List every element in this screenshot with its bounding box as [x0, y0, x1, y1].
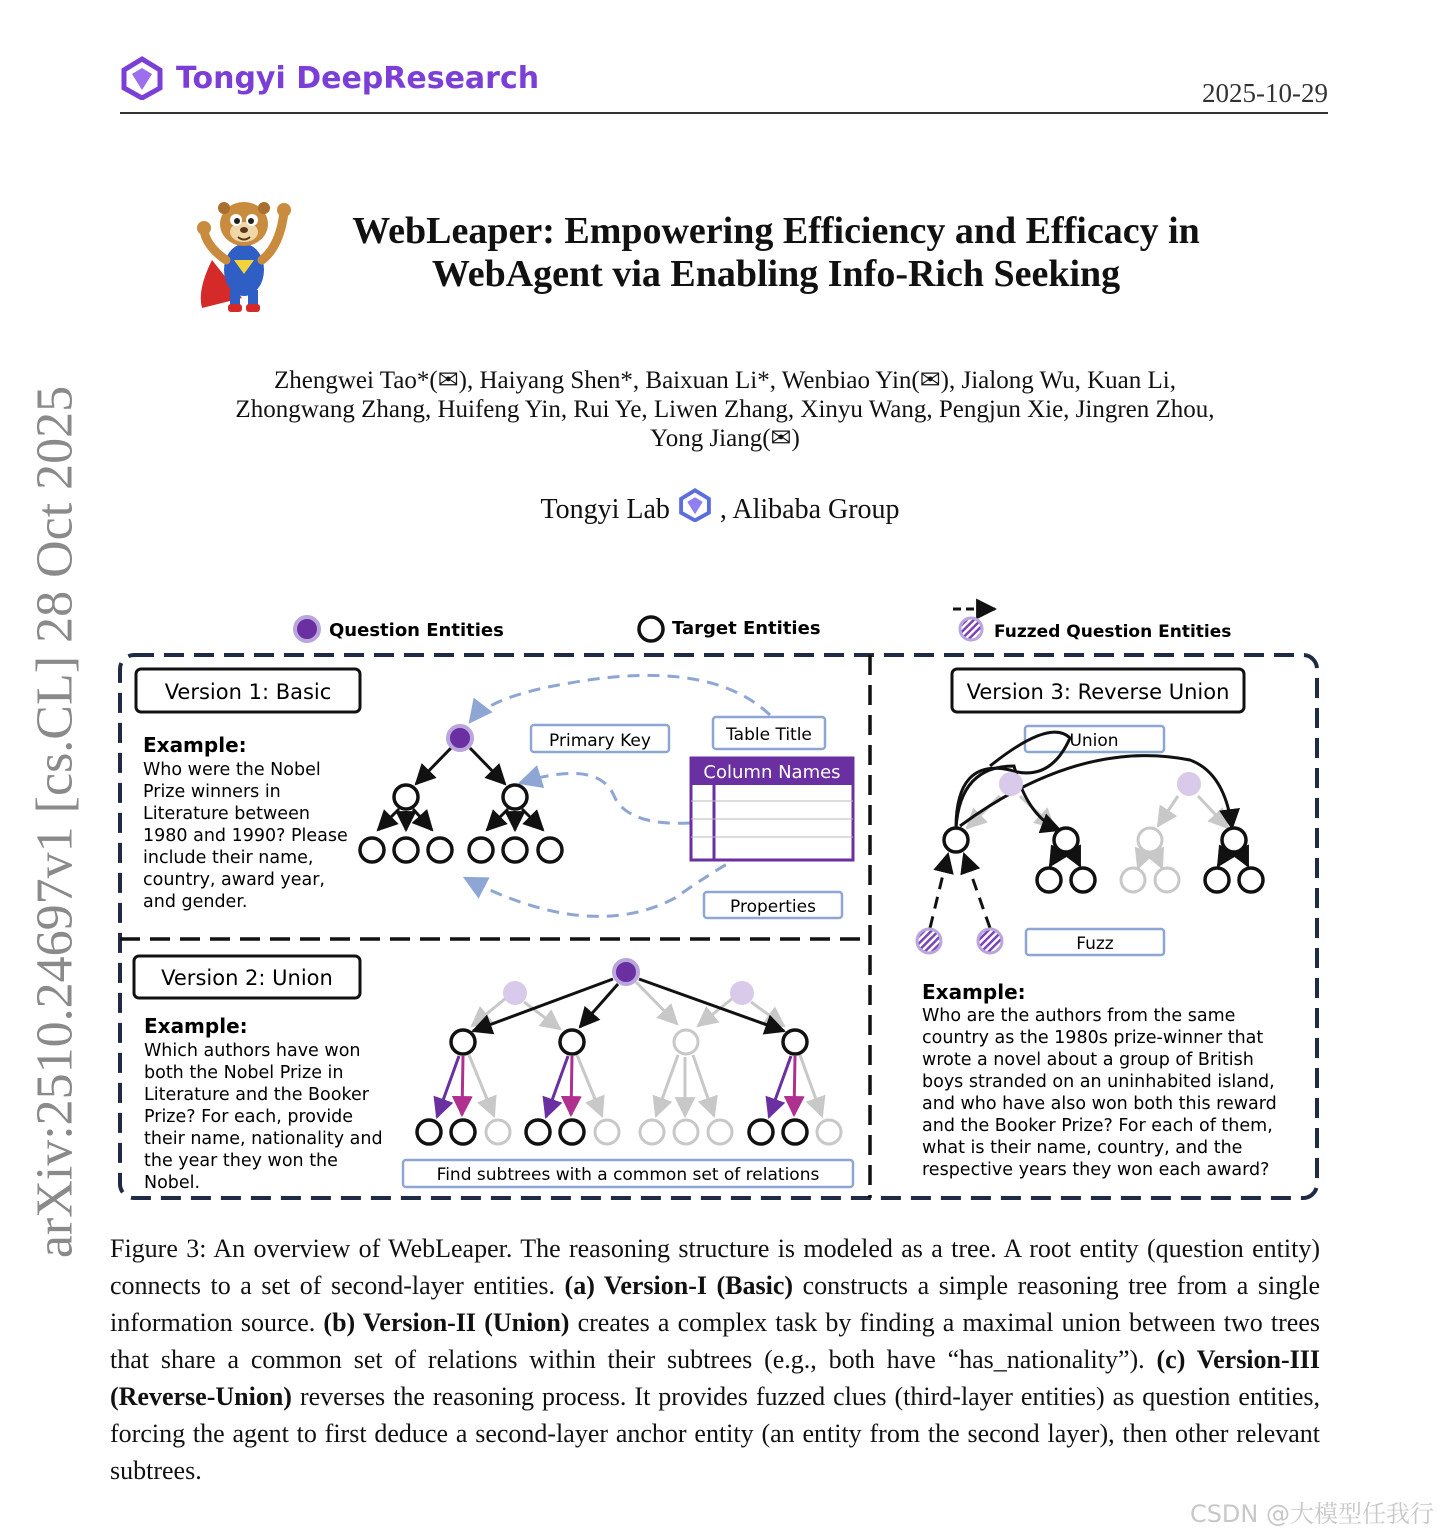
- v2-line-4: their name, nationality and: [144, 1129, 383, 1149]
- legend-fuzzed-label: Fuzzed Question Entities: [994, 622, 1232, 642]
- tongyi-small-logo-icon: [677, 488, 713, 522]
- v3-line-0: Who are the authors from the same: [922, 1006, 1236, 1026]
- caption-b-label: (b) Version-II (Union): [323, 1308, 570, 1337]
- tongyi-logo-icon: [120, 56, 164, 100]
- legend-question-label: Question Entities: [329, 620, 504, 641]
- v1-root-node: [448, 726, 472, 750]
- legend-question-icon: [295, 617, 319, 641]
- v3-title: Version 3: Reverse Union: [966, 680, 1230, 704]
- v2-subtrees-label: Find subtrees with a common set of relations: [436, 1165, 820, 1185]
- authors: [150, 366, 1300, 453]
- affil-group: , Alibaba Group: [719, 494, 900, 525]
- v1-column-names: Column Names: [703, 762, 841, 783]
- affiliation: [420, 488, 1020, 526]
- v1-line-4: include their name,: [143, 848, 314, 868]
- authors-line-2: Zhongwang Zhang, Huifeng Yin, Rui Ye, Liwen Zhang, Xinyu Wang, Pengjun Xie, Jingren Zhou,: [235, 396, 1215, 423]
- watermark: CSDN @大模型任我行: [1189, 1500, 1434, 1528]
- title-line-1: WebLeaper: Empowering Efficiency and Efficacy in: [352, 210, 1200, 252]
- v2-line-5: the year they won the: [144, 1151, 338, 1171]
- legend: [295, 609, 1231, 642]
- v1-table-title: Table Title: [726, 725, 812, 745]
- version-2-panel: [134, 956, 853, 1193]
- arxiv-id: arXiv:2510.24697v1 [cs.CL] 28 Oct 2025: [26, 385, 84, 1259]
- v1-properties: Properties: [730, 897, 816, 917]
- v1-example-label: Example:: [143, 733, 247, 757]
- authors-line-1: Zhengwei Tao*(✉), Haiyang Shen*, Baixuan Li*, Wenbiao Yin(✉), Jialong Wu, Kuan Li,: [273, 367, 1176, 394]
- v3-example-label: Example:: [922, 980, 1026, 1004]
- v3-line-5: and the Booker Prize? For each of them,: [922, 1116, 1273, 1136]
- paper-title: [326, 210, 1226, 296]
- v2-line-1: both the Nobel Prize in: [144, 1063, 344, 1083]
- v3-union-label: Union: [1069, 731, 1119, 751]
- caption-a-label: (a) Version-I (Basic): [564, 1271, 794, 1300]
- v3-line-3: boys stranded on an uninhabited island,: [922, 1072, 1275, 1092]
- affil-lab: Tongyi Lab: [540, 494, 670, 525]
- legend-fuzzed-icon: [960, 618, 982, 640]
- version-3-panel: [917, 669, 1277, 1180]
- v1-title: Version 1: Basic: [164, 680, 332, 704]
- brand: [120, 56, 539, 100]
- v3-line-6: what is their name, country, and the: [922, 1138, 1243, 1158]
- v2-root-node: [614, 960, 638, 984]
- v2-line-0: Which authors have won: [144, 1041, 361, 1061]
- caption-c-label: (c) Version-III (Reverse-Union): [110, 1345, 1321, 1411]
- figure-caption: Figure 3: An overview of WebLeaper. The reasoning structure is modeled as a tree. A root entity (question entity) connects to a set of second-layer entities. (a) Version-I (Basic) constructs a simple reasoning tree from a single information source. (b) Version-II (Union) creates a complex task by finding a maximal union between two trees that share a common set of relations within their subtrees (e.g., both have “has_nationality”). (c) Version-III (Reverse-Union) reverses the reasoning process. It provides fuzzed clues (third-layer entities) as question entities, forcing the agent to first deduce a second-layer anchor entity (an entity from the second layer), then other relevant subtrees.: [110, 1234, 1321, 1485]
- v1-line-5: country, award year,: [143, 870, 325, 890]
- v3-line-1: country as the 1980s prize-winner that: [922, 1028, 1264, 1048]
- legend-target-icon: [639, 617, 663, 641]
- v3-fuzzed-node-2: [978, 929, 1002, 953]
- v1-line-1: Prize winners in: [143, 782, 281, 802]
- mascot-icon: [192, 190, 296, 314]
- header-rule: [120, 112, 1328, 114]
- figure-3: [110, 598, 1330, 1208]
- version-1-panel: [136, 669, 853, 918]
- v3-line-7: respective years they won each award?: [922, 1160, 1270, 1180]
- date: 2025-10-29: [1202, 78, 1328, 108]
- v2-line-3: Prize? For each, provide: [144, 1107, 354, 1127]
- v3-line-4: and who have also won both this reward: [922, 1094, 1277, 1114]
- v3-anchor-node: [944, 828, 968, 852]
- legend-target-label: Target Entities: [672, 618, 821, 639]
- v3-fuzzed-node-1: [917, 929, 941, 953]
- brand-name: Tongyi DeepResearch: [176, 60, 540, 96]
- v1-primary-key: Primary Key: [549, 731, 651, 751]
- v2-example-label: Example:: [144, 1014, 248, 1038]
- v1-line-0: Who were the Nobel: [143, 760, 321, 780]
- v2-line-2: Literature and the Booker: [144, 1085, 369, 1105]
- v2-title: Version 2: Union: [161, 966, 333, 990]
- v2-line-6: Nobel.: [144, 1173, 201, 1193]
- v3-fuzz-label: Fuzz: [1076, 934, 1114, 954]
- v1-line-6: and gender.: [143, 892, 248, 912]
- v1-line-3: 1980 and 1990? Please: [143, 826, 348, 846]
- v3-line-2: wrote a novel about a group of British: [922, 1050, 1254, 1070]
- title-line-2: WebAgent via Enabling Info-Rich Seeking: [431, 253, 1121, 295]
- authors-line-3: Yong Jiang(✉): [650, 425, 800, 452]
- v1-line-2: Literature between: [143, 804, 310, 824]
